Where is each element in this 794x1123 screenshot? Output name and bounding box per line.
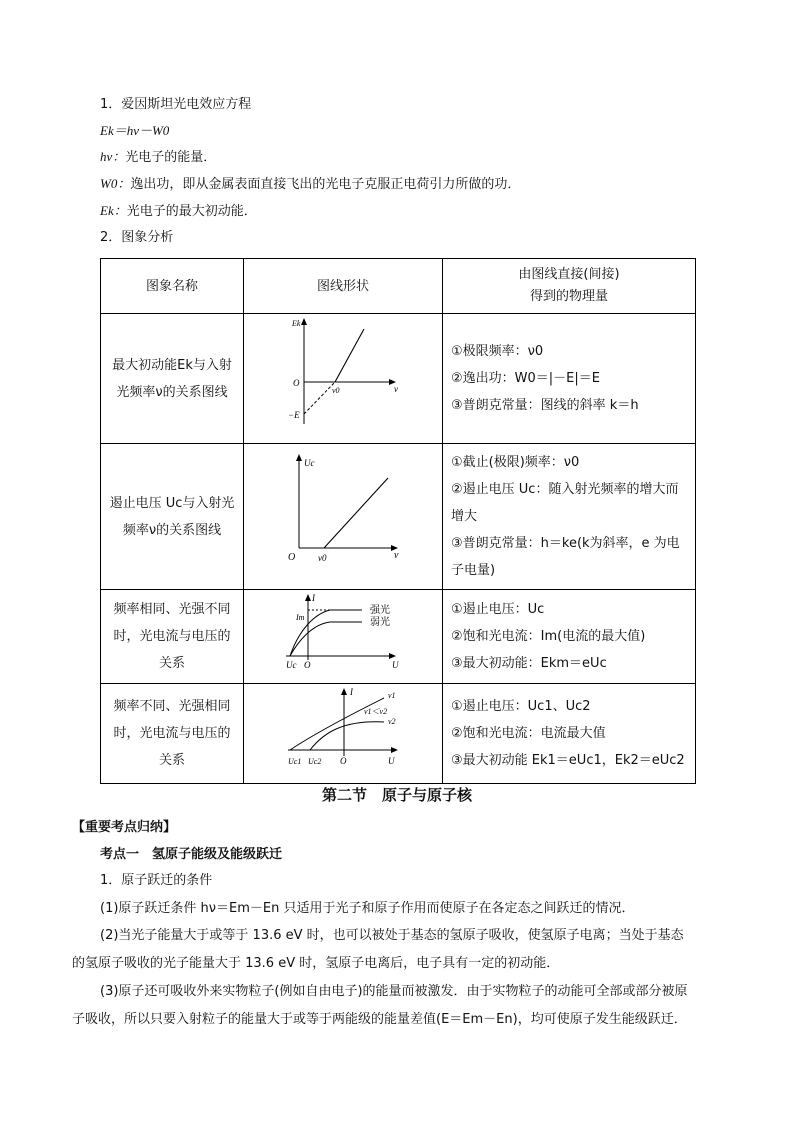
paragraph-2: (2)当光子能量大于或等于 13.6 eV 时，也可以被处于基态的氢原子吸收，使氢原子电离；当处于基态的氢原子吸收的光子能量大于 13.6 eV 时，氢原子电离后，电子具有一定的初动能． [72, 928, 684, 971]
row2-result-5: 子电量) [451, 563, 496, 578]
table-header-row [101, 259, 696, 314]
graph1-line [335, 329, 364, 382]
graph1-x-label: ν [394, 384, 398, 394]
row3-graph [244, 590, 443, 684]
paragraph-3: (3)原子还可吸收外来实物粒子(例如自由电子)的能量而被激发．由于实物粒子的动能可全部或部分被原子吸收，所以只要入射粒子的能量大于或等于两能级的能量差值(E＝Em－En)，均可使原子发生能级跃迁． [72, 984, 688, 1027]
row3-result-2: ②饱和光电流：Im(电流的最大值) [451, 629, 646, 644]
graph3-y-label: I [312, 593, 315, 603]
graph1-extension [304, 382, 335, 414]
graph3-y-arrow [305, 594, 311, 601]
graph4-origin-label: O [340, 756, 347, 766]
header-graph-shape: 图线形状 [244, 259, 443, 314]
row3-result-1: ①遏止电压：Uc [451, 602, 545, 617]
section-title: 第二节 原子与原子核 [321, 788, 472, 804]
graph-uc-vs-frequency [244, 444, 442, 579]
row2-result-4: ③普朗克常量：h＝ke(k为斜率，e 为电 [451, 536, 680, 551]
definition-hv-text: 光电子的能量． [125, 150, 217, 165]
graph4-uc1-label: Uc1 [288, 757, 302, 766]
row3-name-line3: 关系 [158, 656, 185, 671]
point-heading: 考点一 氢原子能级及能级跃迁 [100, 847, 283, 862]
row2-name-line2: 频率ν的关系图线 [122, 522, 222, 538]
graph4-y-label: I [350, 687, 353, 697]
definition-ek-text: 光电子的最大初动能． [126, 204, 257, 219]
row1-graph [244, 314, 443, 444]
graph2-y-arrow [296, 454, 302, 461]
row1-name-line2: 光频率ν的关系图线 [116, 384, 228, 400]
graph1-y-label: Ek [292, 319, 301, 328]
graph-current-vs-voltage-frequency [244, 684, 442, 773]
graph3-x-arrow [389, 653, 396, 659]
graph3-uc-label: Uc [286, 660, 297, 670]
row4-name-line3: 关系 [158, 753, 185, 768]
row3-name-line1: 频率相同、光强不同 [113, 602, 231, 617]
graph4-v2-label: ν2 [388, 717, 396, 726]
graph4-y-arrow [341, 688, 347, 695]
graph2-x-label: ν [394, 550, 399, 561]
row3-name-line2: 时，光电流与电压的 [113, 629, 231, 644]
graph4-uc2-label: Uc2 [308, 757, 322, 766]
header-derived-line2: 得到的物理量 [529, 289, 608, 304]
graph2-line [324, 478, 388, 548]
graph3-origin-label: O [304, 660, 311, 670]
row1-result-2: ②逸出功：W0＝|－E|＝E [451, 371, 600, 386]
row2-name-line1: 遏止电压 Uc与入射光 [109, 495, 235, 511]
heading-einstein-equation: 1．爱因斯坦光电效应方程 [100, 97, 252, 112]
graph3-x-label: U [392, 660, 399, 670]
definition-ek [100, 202, 257, 221]
graph4-curve-v1 [290, 698, 384, 750]
graph3-im-label: Im [296, 613, 305, 622]
table-row [101, 684, 696, 784]
row2-result-1: ①截止(极限)频率：ν0 [451, 455, 580, 470]
definition-w0 [100, 175, 520, 194]
row1-name [101, 314, 244, 444]
row4-name-line2: 时，光电流与电压的 [113, 726, 231, 741]
graph4-x-label: U [388, 756, 395, 766]
paragraph-1: (1)原子跃迁条件 hν＝Em－En 只适用于光子和原子作用而使原子在各定态之间跃迁的情况． [100, 901, 635, 916]
graph3-weak-label: 弱光 [370, 617, 390, 628]
equation-ek: Ek＝hν－W0 [100, 123, 170, 138]
row1-result-3: ③普朗克常量：图线的斜率 k＝h [451, 398, 639, 413]
row3-results [443, 590, 696, 684]
row2-result-3: 增大 [451, 509, 478, 524]
graph2-v0-label: ν0 [318, 553, 327, 563]
row2-graph [244, 444, 443, 590]
graph-ek-vs-frequency [244, 314, 442, 433]
row1-name-line1: 最大初动能Ek与入射 [112, 357, 232, 373]
row4-result-2: ②饱和光电流：电流最大值 [451, 726, 606, 741]
row4-graph [244, 684, 443, 784]
row1-results [443, 314, 696, 444]
graph2-origin-label: O [288, 552, 296, 563]
graph1-origin-label: O [293, 378, 300, 388]
graph2-y-label: Uc [304, 458, 315, 468]
graph4-x-arrow [391, 747, 398, 753]
header-derived-line1: 由图线直接(间接) [518, 267, 620, 282]
graph3-weak-curve [290, 622, 362, 656]
definition-w0-text: 逸出功，即从金属表面直接飞出的光电子克服正电荷引力所做的功． [130, 177, 521, 192]
row4-results [443, 684, 696, 784]
sub-heading: 1．原子跃迁的条件 [100, 873, 213, 888]
symbol-hv: hν： [100, 149, 126, 164]
symbol-w0: W0： [100, 176, 131, 191]
row4-result-1: ①遏止电压：Uc1、Uc2 [451, 699, 591, 714]
row2-name [101, 444, 244, 590]
row2-result-2: ②遏止电压 Uc：随入射光频率的增大而 [451, 482, 679, 497]
row4-result-3: ③最大初动能 Ek1＝eUc1，Ek2＝eUc2 [451, 753, 685, 768]
graph3-strong-label: 强光 [370, 605, 390, 616]
definition-hv [100, 148, 216, 167]
summary-heading: 【重要考点归纳】 [72, 820, 177, 835]
row4-name-line1: 频率不同、光强相同 [113, 699, 231, 714]
graph4-relation-label: ν1＜ν2 [364, 707, 388, 716]
table-row [101, 590, 696, 684]
row3-result-3: ③最大初动能：Ekm＝eUc [451, 656, 607, 671]
header-derived-quantities [443, 259, 696, 314]
heading-graph-analysis: 2．图象分析 [100, 230, 174, 245]
row3-name [101, 590, 244, 684]
row4-name [101, 684, 244, 784]
graph1-y-arrow [301, 318, 307, 325]
header-graph-name: 图象名称 [101, 259, 244, 314]
table-row [101, 444, 696, 590]
graph1-v0-label: ν0 [332, 386, 340, 395]
table-row [101, 314, 696, 444]
row1-result-1: ①极限频率：ν0 [451, 344, 544, 359]
graph4-curve-v2 [310, 722, 384, 750]
graph1-neg-e-label: −E [288, 410, 300, 420]
row2-results [443, 444, 696, 590]
symbol-ek: Ek： [100, 203, 127, 218]
graph4-v1-label: ν1 [388, 691, 396, 700]
graph-current-vs-voltage-intensity [244, 590, 442, 673]
graph-analysis-table [100, 258, 696, 784]
